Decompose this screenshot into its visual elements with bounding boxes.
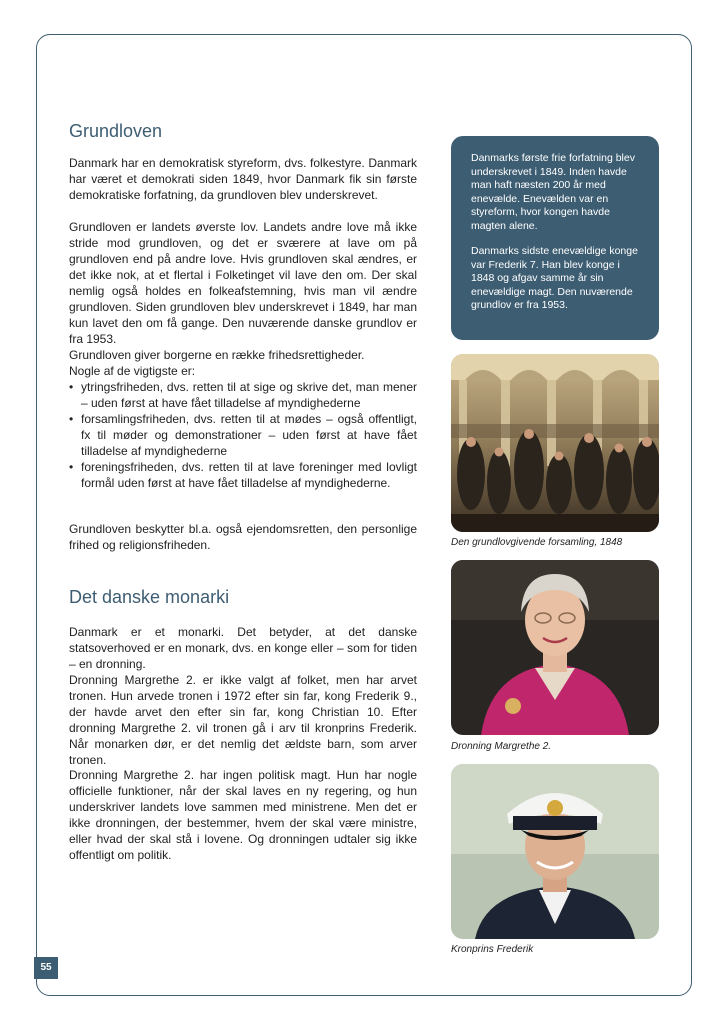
section-title-monarki: Det danske monarki xyxy=(69,587,230,607)
list-item: • ytringsfriheden, dvs. retten til at sige og skrive det, man mener – uden først at have fået tilladelse af myndighederne xyxy=(69,379,417,411)
caption-prince: Kronprins Frederik xyxy=(451,944,534,955)
caption-assembly: Den grundlovgivende forsamling, 1848 xyxy=(451,537,623,548)
info-box-text-2: Danmarks sidste enevældige konge var Frederik 7. Han blev konge i 1848 og afgav samme år sin enevældige magt. Den nuværende grundlov er fra 1953. xyxy=(471,245,638,311)
paragraph-property-rights: Grundloven beskytter bl.a. også ejendomsretten, den personlige frihed og religionsfriheden. xyxy=(69,522,417,552)
freedoms-list xyxy=(69,379,417,491)
paragraph-democracy: Danmark har en demokratisk styreform, dvs. folkestyre. Danmark har været et demokrati siden 1849, hvor Danmark fik sin første demokratiske forfatning, da grundloven blev underskrevet. xyxy=(69,156,417,202)
crown-prince-portrait-illustration xyxy=(451,764,659,939)
paragraph-no-political-power: Dronning Margrethe 2. har ingen politisk magt. Hun har nogle officielle funktioner, når der skal laves en ny regering, og hun underskriver landets love sammen med ministrene. Men det er ikke dronningen, der bestemmer, hvem der skal være ministre, eller hvad der skal stå i lovene. Og dronningen udtaler sig ikke offentligt om politik. xyxy=(69,768,417,862)
crown-prince-portrait-image xyxy=(451,764,659,939)
info-box xyxy=(451,136,659,340)
list-item: • forsamlingsfriheden, dvs. retten til at mødes – også offentligt, fx til møder og demonstrationer – uden først at have fået tilladelse af myndighederne xyxy=(69,411,417,459)
queen-portrait-illustration xyxy=(451,560,659,735)
queen-portrait-image xyxy=(451,560,659,735)
page-number: 55 xyxy=(34,957,58,979)
paragraph-succession: Dronning Margrethe 2. er ikke valgt af folket, men har arvet tronen. Hun arvede tronen i 1972 efter sin far, kong Frederik 9., der havde arvet den efter sin far, kong Christian 10. Efter dronning Margrethe 2. vil tronen gå i arv til kronprins Frederik. Når monarken dør, er det nemlig det ældste barn, som arver tronen. xyxy=(69,673,417,767)
freedoms-block xyxy=(69,347,417,491)
freedoms-lead: Nogle af de vigtigste er: xyxy=(69,364,196,378)
info-box-text-1: Danmarks første frie forfatning blev underskrevet i 1849. Inden havde man haft næsten 200 år med enevælde. Enevælden var en styreform, hvor kongen havde magten alene. xyxy=(471,152,635,232)
section-title-grundloven: Grundloven xyxy=(69,121,163,141)
list-item: • foreningsfriheden, dvs. retten til at lave foreninger med lovligt formål uden først at have fået tilladelse af myndighederne. xyxy=(69,459,417,491)
paragraph-highest-law: Grundloven er landets øverste lov. Landets andre love må ikke stride mod grundloven, og det er sværere at lave om på grundloven end på andre love. Hvis grundloven skal ændres, er det ikke nok, at et flertal i Folketinget vil lave den om. Der skal nemlig også holdes en folkeafstemning, hvis man vil ændre grundloven. Siden grundloven blev underskrevet i 1849, har man kun lavet den om få gange. Den nuværende danske grundlov er fra 1953. xyxy=(69,220,417,346)
caption-queen: Dronning Margrethe 2. xyxy=(451,741,552,752)
assembly-painting-illustration xyxy=(451,354,659,532)
assembly-painting-image xyxy=(451,354,659,532)
freedoms-intro: Grundloven giver borgerne en række frihedsrettigheder. xyxy=(69,348,365,362)
paragraph-monarchy: Danmark er et monarki. Det betyder, at det danske statsoverhoved er en monark, dvs. en konge eller – som for tiden – en dronning. xyxy=(69,625,417,671)
